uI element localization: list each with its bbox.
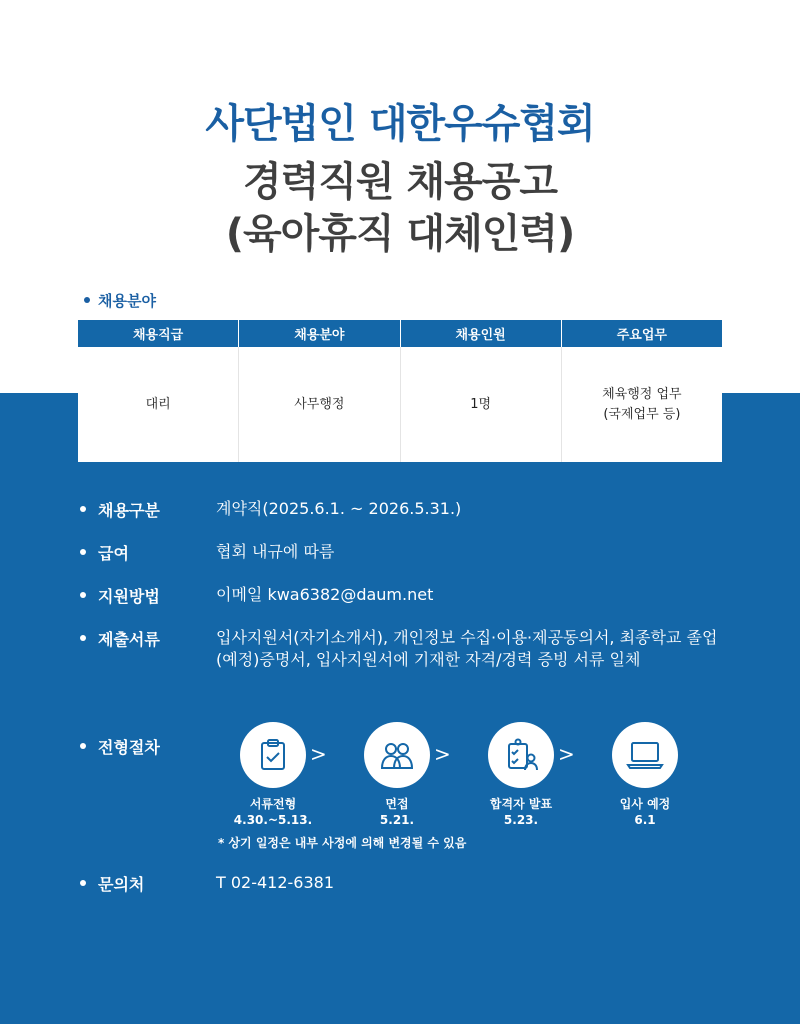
blue-background <box>0 393 800 1024</box>
bullet-dot <box>80 880 86 886</box>
checklist-person-icon <box>488 722 554 788</box>
header-count: 채용인원 <box>401 320 562 347</box>
step-interview: 면접 5.21. <box>342 722 452 828</box>
header-field: 채용분야 <box>239 320 400 347</box>
bullet-dot <box>80 635 86 641</box>
cell-count: 1명 <box>401 347 562 462</box>
cell-duty: 체육행정 업무 (국제업무 등) <box>602 386 682 422</box>
bullet-dot <box>84 297 90 303</box>
email-link[interactable]: 이메일 kwa6382@daum.net <box>216 585 434 604</box>
recruit-table <box>78 320 722 462</box>
header-duty: 주요업무 <box>616 328 667 343</box>
header-rank: 채용직급 <box>78 320 239 347</box>
laptop-icon <box>612 722 678 788</box>
org-title: 사단법인 대한우슈협회 <box>205 101 595 147</box>
step-announcement: 합격자 발표 5.23. <box>466 722 576 828</box>
table-header <box>78 320 722 347</box>
chevron-right-icon: > <box>310 742 327 766</box>
cell-field: 사무행정 <box>239 347 400 462</box>
chevron-right-icon: > <box>434 742 451 766</box>
people-icon <box>364 722 430 788</box>
section-label <box>84 290 156 311</box>
schedule-note: * 상기 일정은 내부 사정에 의해 변경될 수 있음 <box>218 836 467 850</box>
bullet-dot <box>80 743 86 749</box>
step-onboarding: 입사 예정 6.1 <box>590 722 700 828</box>
step-document-review: 서류전형 4.30.~5.13. <box>218 722 328 828</box>
cell-rank: 대리 <box>78 347 239 462</box>
section-label-text: 채용분야 <box>98 292 156 310</box>
notice-title: 경력직원 채용공고 <box>242 159 558 205</box>
bullet-dot <box>80 549 86 555</box>
table-row <box>78 347 722 462</box>
bullet-dot <box>80 506 86 512</box>
bullet-dot <box>80 592 86 598</box>
chevron-right-icon: > <box>558 742 575 766</box>
notice-subtitle: (육아휴직 대체인력) <box>225 211 575 257</box>
clipboard-check-icon <box>240 722 306 788</box>
process-steps <box>218 722 688 832</box>
